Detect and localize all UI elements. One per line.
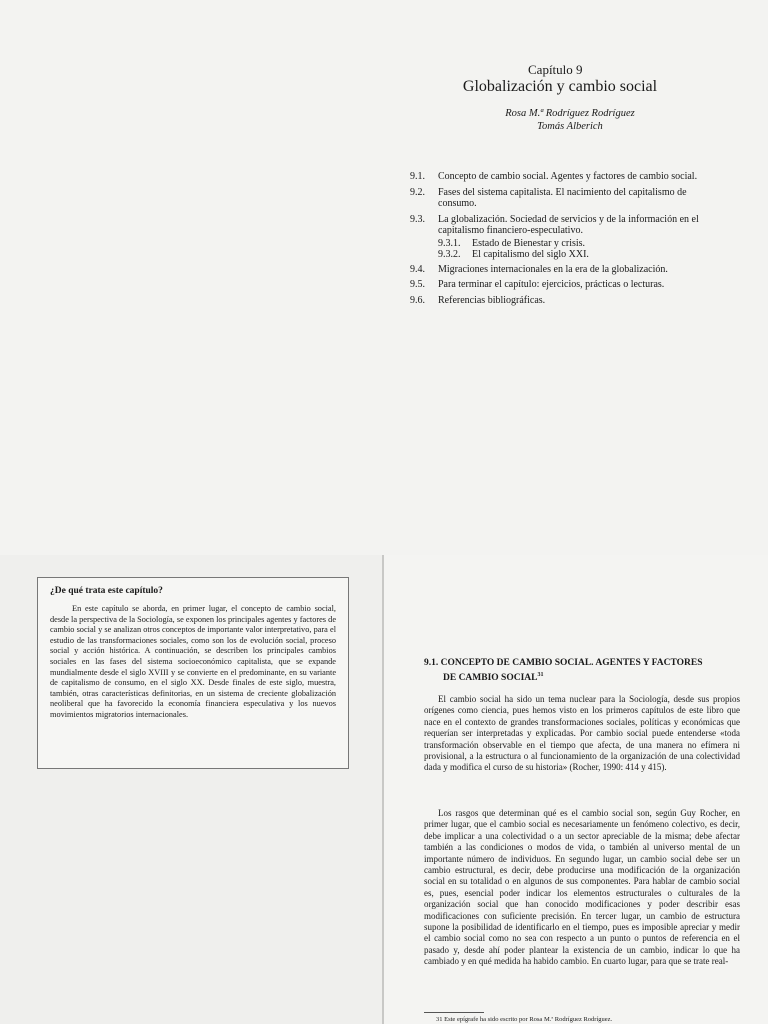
toc-text: Estado de Bienestar y crisis. bbox=[472, 237, 586, 249]
toc-item bbox=[410, 295, 720, 307]
footnote-divider bbox=[424, 1012, 484, 1013]
toc-text: La globalización. Sociedad de servicios y de la información en el capitalismo financiero-especulativo. bbox=[438, 213, 699, 236]
section-heading bbox=[424, 657, 744, 684]
body-paragraph: Los rasgos que determinan qué es el cambio social son, según Guy Rocher, en primer lugar, que el cambio social es necesariamente un fenómeno colectivo, es decir, debe implicar a una colectividad o a un sector apreciable de la misma; debe afectar también a las condiciones o modos de vida, o también al universo mental de un importante número de individuos. En segundo lugar, un cambio social debe ser un cambio estructural, es decir, debe producirse una modificación de la organización social en su totalidad o en algunos de sus componentes. Para hablar de cambio social es, pues, esencial poder indicar los elementos estructurales o culturales de la organización social que han conocido modificaciones y poder describir esas modificaciones con suficiente precisión. En tercer lugar, un cambio de estructura supone la posibilidad de identificarlo en el tiempo, pues es imposible apreciar y medir el cambio social como no sea con respecto a un punto o puntos de referencia en el pasado y, desde ahí poder plantear la existencia de un cambio, indicar lo que ha cambiado y en qué medida ha habido cambio. En cuarto lugar, para que se trate real- bbox=[424, 808, 740, 967]
book-spine bbox=[382, 555, 384, 1024]
toc-text: El capitalismo del siglo XXI. bbox=[472, 249, 589, 260]
toc-text: Concepto de cambio social. Agentes y factores de cambio social. bbox=[438, 171, 698, 182]
footnote-reference: 31 bbox=[537, 672, 544, 678]
toc-item bbox=[410, 171, 720, 183]
toc-number: 9.5. bbox=[410, 279, 425, 290]
authors bbox=[470, 107, 670, 133]
summary-title: ¿De qué trata este capítulo? bbox=[50, 586, 163, 596]
toc-number: 9.3.2. bbox=[438, 249, 461, 260]
body-paragraph: El cambio social ha sido un tema nuclear para la Sociología, desde sus propios orígenes como ciencia, pues hemos visto en los primeros capítulos de este libro que nace en el contexto de grandes transformaciones sociales, políticas y económicas que requerían ser interpretadas y explicadas. Por cambio social puede entenderse «toda transformación observable en el tiempo que afecta, de una manera no efímera ni provisional, a la estructura o al funcionamiento de la organización de una colectividad dada y modifica el curso de su historia» (Rocher, 1990: 414 y 415). bbox=[424, 694, 740, 773]
toc-number: 9.1. bbox=[410, 171, 425, 182]
toc-item bbox=[410, 264, 720, 276]
toc-item bbox=[410, 214, 720, 237]
chapter-title: Globalización y cambio social bbox=[462, 78, 658, 95]
toc-text: Referencias bibliográficas. bbox=[438, 294, 546, 306]
table-of-contents bbox=[410, 171, 720, 310]
toc-number: 9.3.1. bbox=[438, 237, 461, 249]
section-heading-line: 9.1. CONCEPTO DE CAMBIO SOCIAL. AGENTES Y FACTORES bbox=[424, 658, 703, 668]
toc-subitem bbox=[438, 238, 720, 250]
toc-number: 9.3. bbox=[410, 213, 425, 225]
toc-text: Migraciones internacionales en la era de la globalización. bbox=[438, 263, 668, 275]
toc-subitem bbox=[438, 249, 720, 261]
toc-text: Fases del sistema capitalista. El nacimiento del capitalismo de consumo. bbox=[438, 186, 687, 209]
toc-item bbox=[410, 187, 720, 210]
toc-number: 9.4. bbox=[410, 263, 425, 275]
toc-number: 9.6. bbox=[410, 294, 425, 306]
chapter-summary-box bbox=[37, 577, 349, 769]
author-name: Tomás Alberich bbox=[537, 121, 603, 132]
toc-number: 9.2. bbox=[410, 186, 425, 198]
chapter-label: Capítulo 9 bbox=[528, 62, 583, 77]
section-heading-line bbox=[443, 669, 744, 684]
toc-item bbox=[410, 279, 720, 291]
author-name: Rosa M.ª Rodríguez Rodríguez bbox=[505, 108, 635, 119]
toc-text: Para terminar el capítulo: ejercicios, prácticas o lecturas. bbox=[438, 279, 665, 290]
footnote: 31 Este epígrafe ha sido escrito por Rosa M.ª Rodríguez Rodríguez. bbox=[436, 1016, 613, 1023]
summary-text: En este capítulo se aborda, en primer lugar, el concepto de cambio social, desde la perspectiva de la Sociología, se exponen los principales agentes y factores de cambio social y se analizan otros conceptos de importante valor interpretativo, para el estudio de las transformaciones sociales, como son los de evolución social, proceso social y acción histórica. A continuación, se describen los principales cambios sociales en las fases del sistema socioeconómico capitalista, que se expande mundialmente desde el siglo XVIII y se convierte en el predominante, en su variante de capitalismo de consumo, en el siglo XX. Desde finales de este siglo, muestra, también, otras características definitorias, en un sistema de creciente globalización neoliberal que ha favorecido la economía financiera especulativa y los nuevos movimientos migratorios internacionales. bbox=[50, 604, 336, 719]
section-heading-text: DE CAMBIO SOCIAL bbox=[443, 673, 538, 684]
